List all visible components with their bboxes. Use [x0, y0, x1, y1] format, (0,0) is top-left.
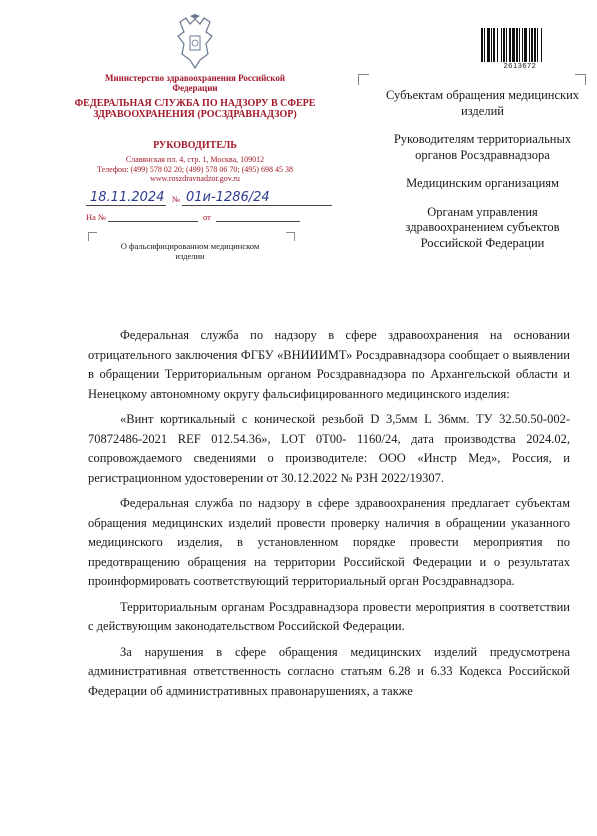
contact-block — [80, 155, 310, 184]
from-label: от — [203, 212, 211, 222]
barcode-number: 2613672 — [503, 61, 537, 70]
recipient-item: Руководителям территориальных органов Росздравнадзора — [393, 132, 572, 162]
recipient-corner — [575, 74, 586, 85]
phone: Телефон: (499) 578 02 20; (499) 578 06 70; (495) 698 45 38 — [97, 164, 293, 174]
reference-row — [86, 210, 336, 224]
letter-body — [88, 326, 570, 701]
address: Славянская пл. 4, стр. 1, Москва, 109012 — [125, 155, 265, 164]
ministry-name: Министерство здравоохранения Российской Федерации — [104, 73, 286, 93]
head-title: РУКОВОДИТЕЛЬ — [153, 140, 237, 151]
recipient-item: Медицинским организациям — [406, 176, 559, 190]
body-paragraph: Федеральная служба по надзору в сфере здравоохранения на основании отрицательного заключения ФГБУ «ВНИИИМТ» Росздравнадзора сообщает о выявлении в обращении Территориальным органом Росздравнадзора по Архангельской области и Ненецкому автономному округу фальсифицированного медицинского изделия: — [88, 328, 570, 401]
website: www.roszdravnadzor.gov.ru — [150, 174, 240, 183]
recipient-item: Субъектам обращения медицинских изделий — [385, 88, 580, 118]
agency-name: ФЕДЕРАЛЬНАЯ СЛУЖБА ПО НАДЗОРУ В СФЕРЕ ЗДРАВООХРАНЕНИЯ (РОСЗДРАВНАДЗОР) — [74, 98, 316, 120]
recipients-block — [380, 88, 585, 264]
recipient-item: Органам управления здравоохранением субъектов Российской Федерации — [405, 204, 560, 250]
body-paragraph: Территориальным органам Росздравнадзора провести мероприятия в соответствии с действующим законодательством Российской Федерации. — [88, 599, 570, 633]
recipient-corner — [358, 74, 369, 85]
body-paragraph: «Винт кортикальный с конической резьбой D 3,5мм L 36мм. ТУ 32.50.50-002-70872486-2021 REF 012.54.36», LOT 0Т00- 1160/24, дата производства 2024.02, сопровождаемого сведениями о производителе: ООО «Инстр Мед», Россия, и регистрационном удостоверении от 30.12.2022 № РЗН 2022/19307. — [88, 412, 570, 485]
body-paragraph: Федеральная служба по надзору в сфере здравоохранения предлагает субъектам обращения медицинских изделий провести проверку наличия в обращении указанного медицинского изделия, в установленном порядке провести мероприятия по предотвращению обращения на территории Российской Федерации и о результатах проинформировать соответствующий территориальный орган Росздравнадзора. — [88, 496, 570, 588]
ref-label: На № — [86, 212, 107, 222]
registration-number: 01и-1286/24 — [186, 190, 270, 205]
subject: О фальсифицированном медицинском изделии — [120, 241, 260, 261]
number-prefix: № — [172, 194, 181, 204]
body-paragraph: За нарушения в сфере обращения медицинских изделий предусмотрена административная ответственность согласно статьям 6.28 и 6.33 Кодекса Российской Федерации об административных правонарушениях, а также — [88, 644, 570, 698]
subject-corner — [286, 232, 295, 241]
registration-row — [86, 190, 336, 210]
registration-date: 18.11.2024 — [90, 190, 165, 205]
subject-corner — [88, 232, 97, 241]
state-emblem-icon — [170, 14, 220, 70]
barcode — [480, 28, 560, 62]
